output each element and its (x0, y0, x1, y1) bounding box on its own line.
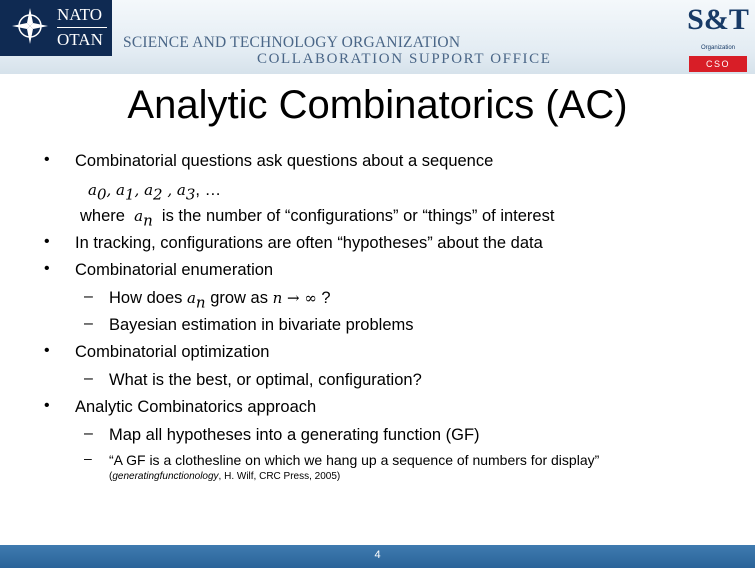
dash-glyph: – (84, 425, 93, 442)
nato-wordmark (57, 5, 107, 50)
slide-title: Analytic Combinatorics (AC) (127, 83, 628, 127)
bullet-1-text: Combinatorial questions ask questions about a sequence (75, 152, 494, 170)
wilf-citation (109, 471, 340, 482)
dash-glyph: – (84, 315, 93, 332)
bullet-glyph: • (44, 233, 50, 250)
bullet-3-sub-2: Bayesian estimation in bivariate problems (109, 316, 414, 334)
seq-term-a3: a (176, 181, 186, 199)
office-name: COLLABORATION SUPPORT OFFICE (257, 51, 552, 67)
where-label: where (80, 207, 125, 225)
growth-an-term: a (186, 289, 196, 307)
org-name: SCIENCE AND TECHNOLOGY ORGANIZATION (123, 34, 461, 51)
an-sub: n (143, 211, 153, 230)
seq-term-a2: a (144, 181, 154, 199)
growth-an-sub: n (195, 293, 206, 312)
cite-details: , H. Wilf, CRC Press, 2005) (218, 471, 341, 482)
bullet-3-text: Combinatorial enumeration (75, 261, 274, 279)
nato-divider (57, 27, 107, 28)
bullet-3-sub-1 (109, 288, 331, 312)
seq-term-a1: a (116, 181, 125, 199)
dash-glyph: – (84, 370, 93, 387)
bullet-glyph: • (44, 342, 50, 359)
seq-sub-0: 0 (96, 185, 107, 204)
bullet-4-text: Combinatorial optimization (75, 343, 270, 361)
growth-question-pre: How does (109, 289, 183, 307)
bullet-2-text: In tracking, configurations are often “hypotheses” about the data (75, 234, 543, 252)
where-explanation: is the number of “configurations” or “things” of interest (161, 207, 555, 225)
page-number: 4 (374, 549, 381, 561)
otan-label: OTAN (57, 30, 103, 49)
seq-sub-1: 1 (125, 185, 135, 204)
nato-logo (0, 0, 112, 56)
nato-label: NATO (57, 5, 103, 24)
growth-limit: n → ∞ (272, 289, 317, 307)
growth-question-mark: ? (321, 289, 331, 307)
bullet-glyph: • (44, 260, 50, 277)
growth-question-mid: grow as (210, 289, 268, 307)
sequence-formula: $a_0$, $a_1$, $a_2$ , $a_3$, … (88, 181, 222, 204)
seq-sub-3: 3 (185, 185, 196, 204)
sto-logo (687, 4, 749, 72)
bullet-5-text: Analytic Combinatorics approach (75, 398, 317, 416)
sto-logo-mark: S&T (687, 3, 749, 36)
bullet-glyph: • (44, 397, 50, 414)
bullet-glyph: • (44, 151, 50, 168)
wilf-quote: “A GF is a clothesline on which we hang up a sequence of numbers for display” (109, 452, 600, 468)
bullet-5-sub-1: Map all hypotheses into a generating function (GF) (109, 426, 480, 444)
cite-open-paren: ( (109, 471, 113, 482)
seq-sub-2: 2 (153, 185, 163, 204)
dash-glyph: – (84, 450, 92, 466)
cite-book-title: generatingfunctionology (112, 471, 219, 482)
an-term: a (134, 207, 144, 225)
cso-badge: CSO (689, 56, 747, 72)
nato-compass-icon (10, 6, 50, 46)
seq-term-a0: a (88, 181, 97, 199)
dash-glyph: – (84, 288, 93, 305)
slide-header (0, 0, 755, 74)
where-line (80, 206, 554, 230)
bullet-4-sub-1: What is the best, or optimal, configuration? (109, 371, 422, 389)
slide-footer (0, 545, 755, 568)
seq-ellipsis: , … (195, 181, 222, 199)
sto-logo-subtitle: Organization (700, 45, 736, 51)
